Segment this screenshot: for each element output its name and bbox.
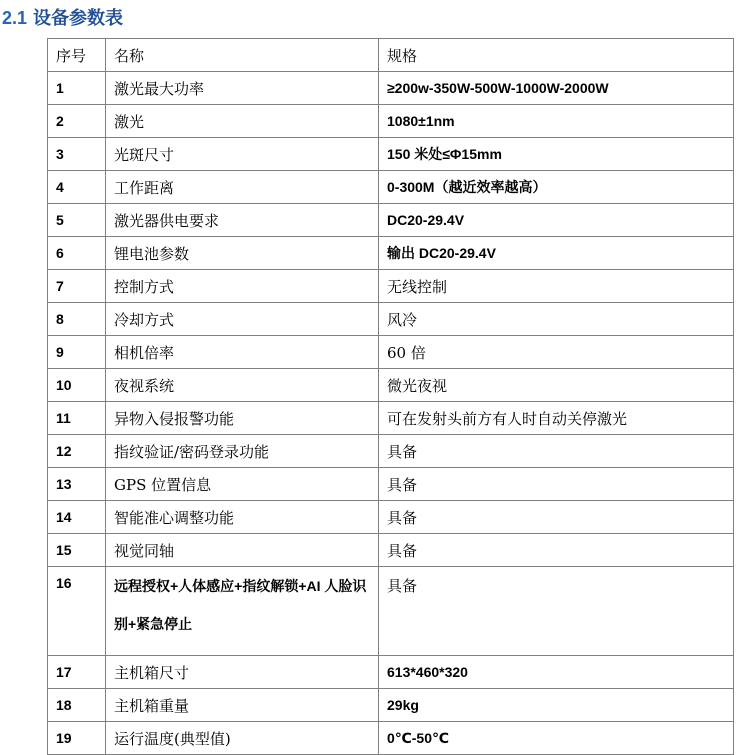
row-spec: 具备 [379,567,734,656]
row-index: 3 [48,138,106,171]
row-name: 锂电池参数 [106,237,379,270]
header-index: 序号 [48,39,106,72]
row-index: 11 [48,402,106,435]
row-index: 14 [48,501,106,534]
row-name: 控制方式 [106,270,379,303]
row-index: 2 [48,105,106,138]
header-name: 名称 [106,39,379,72]
row-name: 主机箱尺寸 [106,656,379,689]
row-spec: 输出 DC20-29.4V [379,237,734,270]
row-spec: 613*460*320 [379,656,734,689]
row-spec: 150 米处≤Φ15mm [379,138,734,171]
row-spec: 0℃-50℃ [379,722,734,755]
row-index: 19 [48,722,106,755]
row-index: 12 [48,435,106,468]
row-name: 激光 [106,105,379,138]
row-spec: ≥200w-350W-500W-1000W-2000W [379,72,734,105]
header-spec: 规格 [379,39,734,72]
table-row [48,138,734,171]
row-spec: 0-300M（越近效率越高） [379,171,734,204]
table-row [48,435,734,468]
row-name: 视觉同轴 [106,534,379,567]
row-index: 5 [48,204,106,237]
table-row [48,171,734,204]
row-spec: 无线控制 [379,270,734,303]
table-row [48,722,734,755]
row-name: 夜视系统 [106,369,379,402]
table-row [48,501,734,534]
table-row [48,369,734,402]
row-index: 17 [48,656,106,689]
section-number: 2.1 [2,8,28,28]
row-index: 7 [48,270,106,303]
table-row [48,468,734,501]
table-row [48,656,734,689]
row-name: 冷却方式 [106,303,379,336]
equipment-parameter-table [47,38,734,755]
row-name: GPS 位置信息 [106,468,379,501]
row-index: 9 [48,336,106,369]
table-row [48,567,734,656]
table-row [48,72,734,105]
row-spec: 可在发射头前方有人时自动关停激光 [379,402,734,435]
table-row [48,105,734,138]
row-name-cell [106,567,379,656]
row-name: 激光最大功率 [106,72,379,105]
table-row [48,303,734,336]
row-spec: 微光夜视 [379,369,734,402]
row-spec: 具备 [379,501,734,534]
row-name: 智能准心调整功能 [106,501,379,534]
row-name: 运行温度(典型值) [106,722,379,755]
row-index: 8 [48,303,106,336]
row-index: 13 [48,468,106,501]
table-row [48,336,734,369]
row-index: 1 [48,72,106,105]
row-spec: 风冷 [379,303,734,336]
row-index: 4 [48,171,106,204]
row-index: 6 [48,237,106,270]
row-name: 主机箱重量 [106,689,379,722]
section-heading [2,4,123,32]
row-spec: 1080±1nm [379,105,734,138]
table-row [48,237,734,270]
table-row [48,689,734,722]
row-spec: DC20-29.4V [379,204,734,237]
row-spec: 29kg [379,689,734,722]
row-index: 10 [48,369,106,402]
row-name: 指纹验证/密码登录功能 [106,435,379,468]
row-name: 相机倍率 [106,336,379,369]
row-spec: 具备 [379,435,734,468]
row-name: 异物入侵报警功能 [106,402,379,435]
table-row [48,204,734,237]
row-name: 光斑尺寸 [106,138,379,171]
row-name: 激光器供电要求 [106,204,379,237]
table-header-row [48,39,734,72]
row-index: 15 [48,534,106,567]
row-name: 工作距离 [106,171,379,204]
row-index: 18 [48,689,106,722]
table-row [48,402,734,435]
row-spec: 具备 [379,468,734,501]
table-row [48,534,734,567]
table-row [48,270,734,303]
row-spec: 具备 [379,534,734,567]
section-title: 设备参数表 [33,8,124,29]
row-name: 远程授权+人体感应+指纹解锁+AI 人脸识别+紧急停止 [114,578,367,632]
row-index: 16 [48,567,106,656]
row-spec: 60 倍 [379,336,734,369]
